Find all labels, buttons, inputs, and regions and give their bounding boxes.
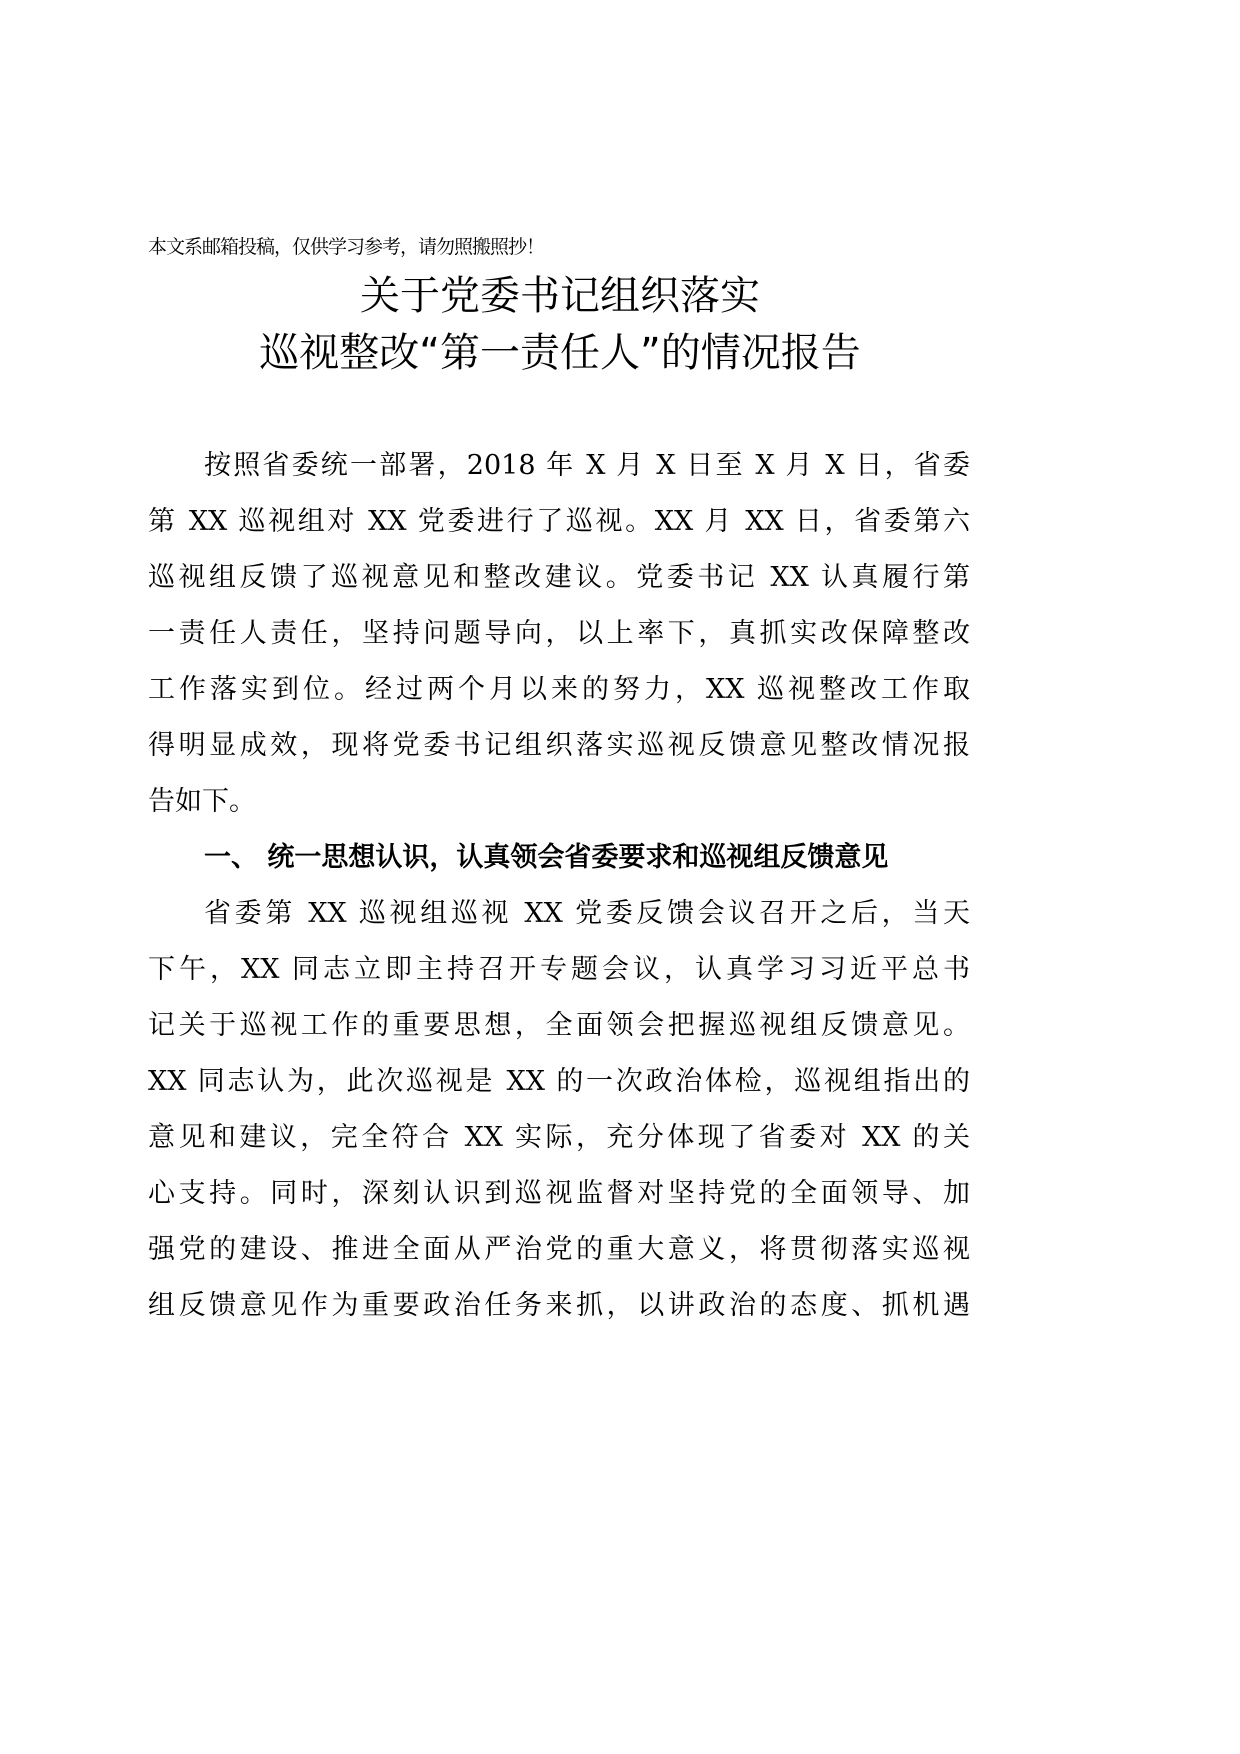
paragraph-line: 意见和建议，完全符合 XX 实际，充分体现了省委对 XX 的关: [148, 1122, 970, 1153]
section-heading: 一、 统一思想认识，认真领会省委要求和巡视组反馈意见: [204, 842, 889, 873]
paragraph-line: 工作落实到位。经过两个月以来的努力，XX 巡视整改工作取: [148, 674, 970, 705]
paragraph-line: 告如下。: [148, 786, 256, 817]
paragraph-line: 心支持。同时，深刻认识到巡视监督对坚持党的全面领导、加: [148, 1178, 970, 1209]
paragraph-line: 强党的建设、推进全面从严治党的重大意义，将贯彻落实巡视: [148, 1234, 970, 1265]
paragraph-line: 得明显成效，现将党委书记组织落实巡视反馈意见整改情况报: [148, 730, 970, 761]
disclaimer-notice: 本文系邮箱投稿，仅供学习参考，请勿照搬照抄！: [148, 236, 545, 258]
paragraph-line: 按照省委统一部署，2018 年 X 月 X 日至 X 月 X 日，省委: [204, 450, 970, 481]
paragraph-line: 下午，XX 同志立即主持召开专题会议，认真学习习近平总书: [148, 954, 970, 985]
document-title-line-1: 关于党委书记组织落实: [360, 273, 760, 319]
document-body: [148, 446, 970, 1342]
paragraph-line: 巡视组反馈了巡视意见和整改建议。党委书记 XX 认真履行第: [148, 562, 970, 593]
paragraph-line: 组反馈意见作为重要政治任务来抓，以讲政治的态度、抓机遇: [148, 1290, 970, 1321]
paragraph-line: 省委第 XX 巡视组巡视 XX 党委反馈会议召开之后，当天: [204, 898, 970, 929]
paragraph-line: 记关于巡视工作的重要思想，全面领会把握巡视组反馈意见。: [148, 1010, 970, 1041]
paragraph-line: 第 XX 巡视组对 XX 党委进行了巡视。XX 月 XX 日，省委第六: [148, 506, 970, 537]
paragraph-line: 一责任人责任，坚持问题导向，以上率下，真抓实改保障整改: [148, 618, 970, 649]
paragraph-line: XX 同志认为，此次巡视是 XX 的一次政治体检，巡视组指出的: [148, 1066, 970, 1097]
document-title-line-2: 巡视整改“第一责任人”的情况报告: [259, 330, 861, 376]
